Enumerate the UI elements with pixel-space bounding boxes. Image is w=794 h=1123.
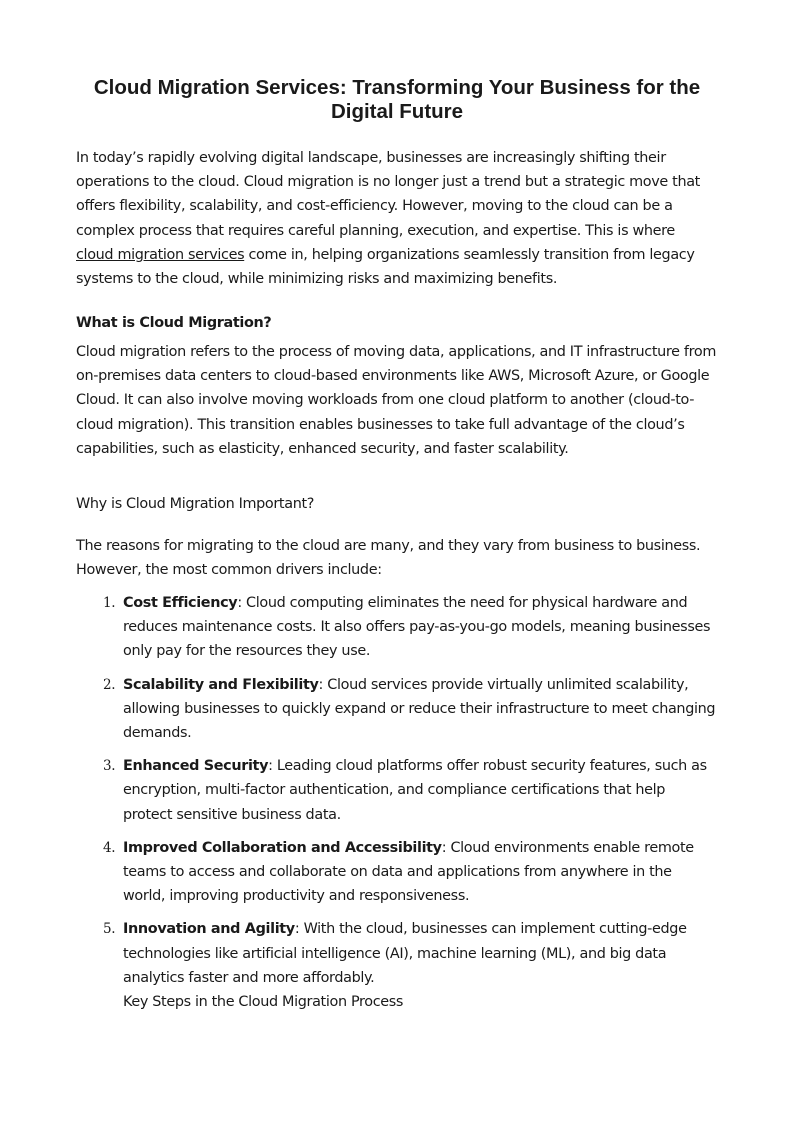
key-steps-line: Key Steps in the Cloud Migration Process: [123, 994, 404, 1011]
list-item-text: : With the cloud, businesses can implement cutting-edge technologies like artificial intelligence (AI), machine learning (ML), and big data analytics faster and more affordably.: [123, 921, 687, 986]
intro-text-after-link: come in, helping organizations seamlessly transition from legacy systems to the cloud, while minimizing risks and maximizing benefits.: [76, 246, 695, 288]
intro-text-before-link: In today’s rapidly evolving digital landscape, businesses are increasingly shifting their operations to the cloud. Cloud migration is no longer just a trend but a strategic move that offers flexibility, scalability, and cost-efficiency. However, moving to the cloud can be a complex process that requires careful planning, execution, and expertise. This is where: [76, 150, 700, 239]
list-item-term: Cost Efficiency: [123, 595, 238, 611]
list-item-number: 5.: [103, 921, 116, 938]
list-item-term: Enhanced Security: [123, 758, 269, 775]
cloud-migration-services-link[interactable]: cloud migration services: [76, 246, 245, 263]
list-item: [76, 917, 716, 1014]
intro-paragraph: [76, 146, 716, 291]
list-item-term: Improved Collaboration and Accessibility: [123, 839, 442, 856]
page-title: Cloud Migration Services: Transforming Your Business for the Digital Future: [93, 76, 701, 123]
why-important-heading: Why is Cloud Migration Important?: [76, 496, 315, 512]
list-item: [76, 754, 716, 827]
drivers-list: [76, 591, 716, 1023]
list-item-number: 4.: [103, 839, 116, 856]
reasons-intro-paragraph: The reasons for migrating to the cloud are many, and they vary from business to business. However, the most common drivers include:: [76, 538, 701, 579]
list-item-text: : Leading cloud platforms offer robust security features, such as encryption, multi-factor authentication, and compliance certifications that help protect sensitive business data.: [123, 758, 707, 823]
list-item: [76, 836, 716, 909]
list-item: [76, 591, 716, 664]
list-item-number: 2.: [103, 676, 116, 693]
list-item-text: : Cloud services provide virtually unlimited scalability, allowing businesses to quickly expand or reduce their infrastructure to meet changing demands.: [123, 676, 716, 742]
what-is-paragraph: Cloud migration refers to the process of moving data, applications, and IT infrastructure from on-premises data centers to cloud-based environments like AWS, Microsoft Azure, or Google Cloud. It can also involve moving workloads from one cloud platform to another (cloud-to-cloud migration). This transition enables businesses to take full advantage of the cloud’s capabilities, such as elasticity, enhanced security, and faster scalability.: [76, 344, 717, 457]
list-item-term: Scalability and Flexibility: [123, 676, 319, 693]
list-item-term: Innovation and Agility: [123, 921, 295, 938]
list-item-number: 3.: [103, 758, 116, 775]
what-is-heading: What is Cloud Migration?: [76, 315, 272, 331]
list-item: [76, 673, 716, 746]
list-item-text: : Cloud computing eliminates the need for physical hardware and reduces maintenance costs. It also offers pay-as-you-go models, meaning businesses only pay for the resources they use.: [123, 595, 711, 660]
list-item-text: : Cloud environments enable remote teams to access and collaborate on data and applications from anywhere in the world, improving productivity and responsiveness.: [123, 839, 694, 905]
list-item-number: 1.: [103, 595, 116, 611]
